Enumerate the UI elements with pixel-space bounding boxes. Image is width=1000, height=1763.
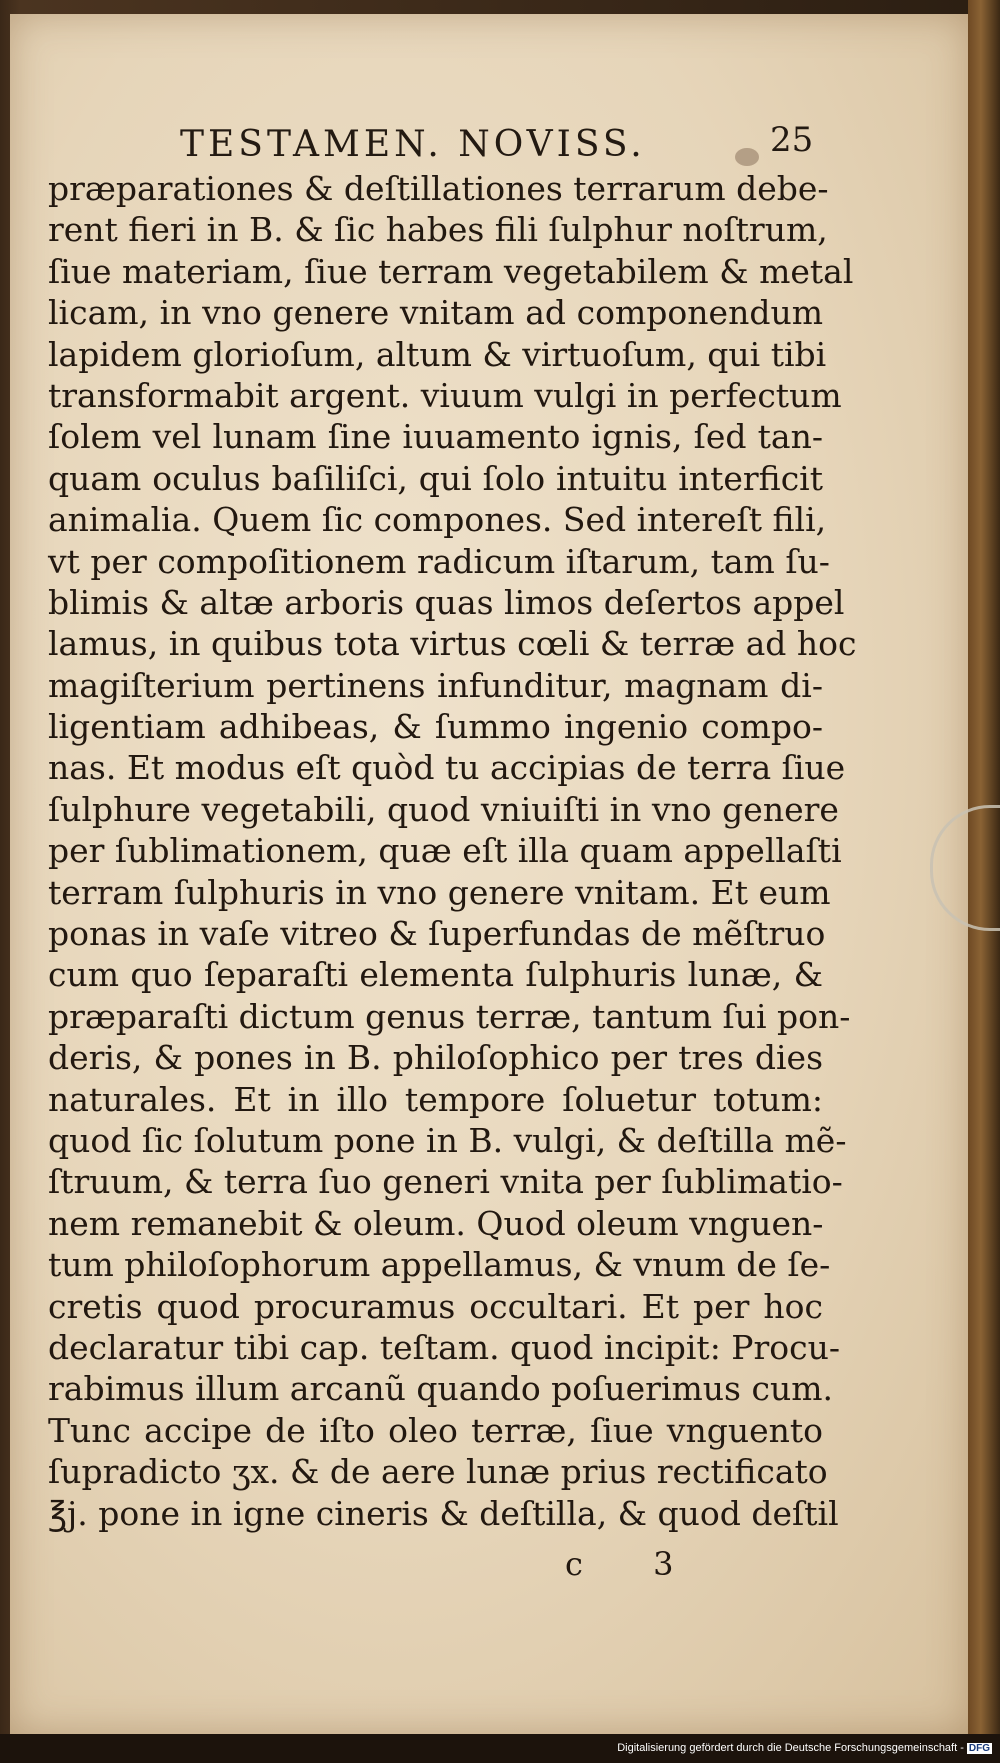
page-number: 25 xyxy=(770,120,814,160)
text-line: cretis quod procuramus occultari. Et per hoc xyxy=(48,1286,823,1326)
text-line: præparationes & deſtillationes terrarum debe- xyxy=(48,169,829,208)
text-line: magiſterium pertinens infunditur, magnam di- xyxy=(48,665,823,705)
text-line: nas. Et modus eſt quòd tu accipias de terra ſiue xyxy=(48,748,846,788)
text-line: cum quo ſeparaſti elementa ſulphuris lunæ, & xyxy=(48,955,823,995)
body-text xyxy=(48,168,857,1534)
text-line: deris, & pones in B. philoſophico per tres dies xyxy=(48,1038,823,1078)
text-line: quod ſic ſolutum pone in B. vulgi, & deſtilla mẽ- xyxy=(48,1120,847,1160)
credit-text: Digitalisierung gefördert durch die Deutsche Forschungsgemeinschaft - xyxy=(617,1742,964,1754)
text-line: ℥j. pone in igne cineris & deſtilla, & quod deſtil xyxy=(48,1493,839,1533)
running-title: TESTAMEN. NOVISS. xyxy=(180,124,646,165)
text-line: per ſublimationem, quæ eſt illa quam appellaſti xyxy=(48,831,842,871)
text-line: ligentiam adhibeas, & ſummo ingenio compo- xyxy=(48,707,823,747)
text-line: lapidem glorioſum, altum & virtuoſum, qui tibi xyxy=(48,334,827,374)
text-line: Tunc accipe de iſto oleo terræ, ſiue vnguento xyxy=(48,1410,823,1450)
text-line: blimis & altæ arboris quas limos deſertos appel xyxy=(48,582,845,622)
digitization-credit xyxy=(617,1742,992,1754)
text-line: transformabit argent. viuum vulgi in perfectum xyxy=(48,375,842,415)
signature-mark: c 3 xyxy=(565,1545,704,1583)
text-line: licam, in vno genere vnitam ad componendum xyxy=(48,293,823,333)
text-line: rabimus illum arcanũ quando poſuerimus cum. xyxy=(48,1369,833,1409)
text-line: ſtruum, & terra ſuo generi vnita per ſublimatio- xyxy=(48,1162,843,1202)
text-line: ponas in vaſe vitreo & ſuperfundas de mẽſtruo xyxy=(48,914,826,954)
text-line: naturales. Et in illo tempore ſoluetur totum: xyxy=(48,1079,823,1119)
text-line: ſulphure vegetabili, quod vniuiſti in vno genere xyxy=(48,789,839,829)
text-line: animalia. Quem ſic compones. Sed intereſt fili, xyxy=(48,500,827,540)
text-line: terram ſulphuris in vno genere vnitam. Et eum xyxy=(48,872,831,912)
dfg-logo: DFG xyxy=(968,1743,990,1754)
text-line: rent fieri in B. & ſic habes fili ſulphur noſtrum, xyxy=(48,210,828,250)
page-header xyxy=(180,120,840,168)
text-line: ſupradicto ʒx. & de aere lunæ prius rectificato xyxy=(48,1452,828,1492)
text-line: quam oculus baſiliſci, qui ſolo intuitu interficit xyxy=(48,458,823,498)
text-line: declaratur tibi cap. teſtam. quod incipit: Procu- xyxy=(48,1327,841,1367)
text-line: nem remanebit & oleum. Quod oleum vnguen- xyxy=(48,1203,824,1243)
text-line: præparaſti dictum genus terræ, tantum ſui pon- xyxy=(48,996,851,1036)
text-line: vt per compoſitionem radicum iſtarum, tam ſu- xyxy=(48,541,830,581)
text-line: ſiue materiam, ſiue terram vegetabilem & metal xyxy=(48,251,854,291)
text-line: tum philoſophorum appellamus, & vnum de ſe- xyxy=(48,1245,831,1285)
text-line: ſolem vel lunam ſine iuuamento ignis, ſed tan- xyxy=(48,417,823,457)
text-line: lamus, in quibus tota virtus cœli & terræ ad hoc xyxy=(48,624,857,664)
